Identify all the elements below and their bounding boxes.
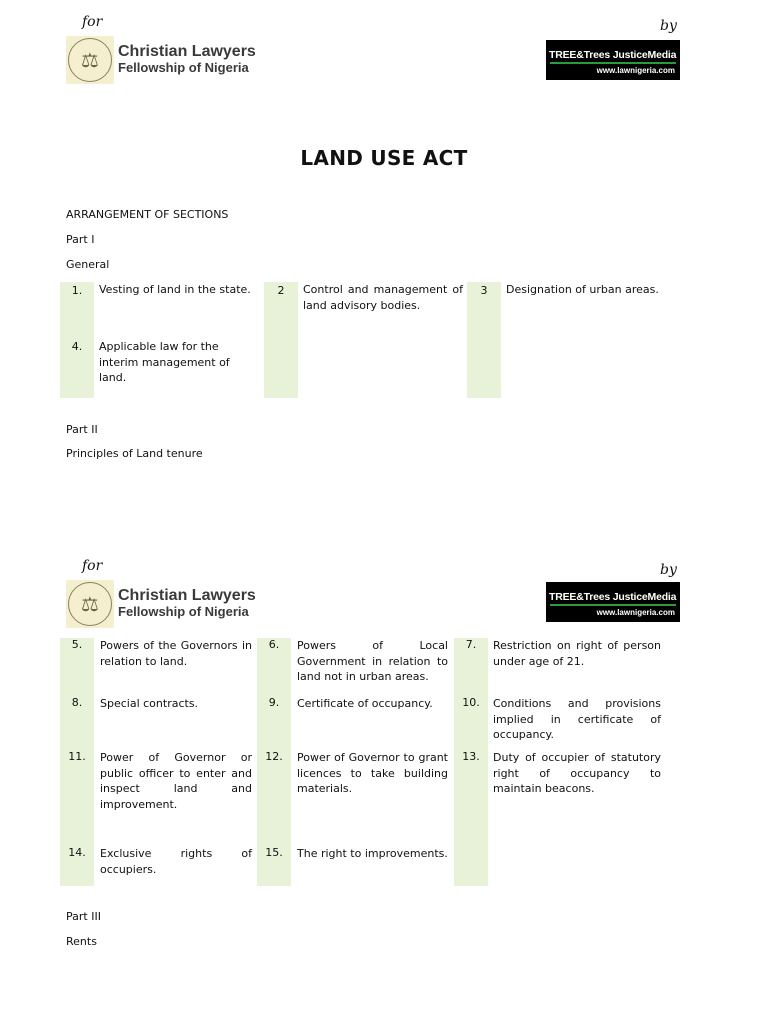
media-name: TREE&Trees JusticeMedia bbox=[549, 591, 677, 603]
num-column bbox=[60, 638, 94, 886]
section-number: 14. bbox=[68, 846, 86, 859]
section-title: Power of Governor or public officer to enter and inspect land and improvement. bbox=[100, 751, 252, 811]
section-title: Special contracts. bbox=[100, 697, 199, 710]
section-number: 9. bbox=[268, 696, 280, 709]
section-number: 2 bbox=[277, 284, 285, 297]
arrangement-heading: ARRANGEMENT OF SECTIONS bbox=[66, 208, 229, 221]
section-title: Control and management of land advisory bodies. bbox=[303, 283, 463, 312]
section-number: 10. bbox=[462, 696, 480, 709]
section-title: Designation of urban areas. bbox=[506, 283, 659, 296]
for-label: for bbox=[82, 14, 103, 30]
num-column bbox=[454, 638, 488, 886]
part2-subtitle: Principles of Land tenure bbox=[66, 447, 203, 460]
section-title: Restriction on right of person under age of 21. bbox=[493, 639, 661, 668]
section-title: Applicable law for the interim management of land. bbox=[99, 340, 230, 384]
num-column bbox=[264, 282, 298, 398]
scales-seal-icon: ⚖ bbox=[66, 36, 114, 84]
scales-seal-icon: ⚖ bbox=[66, 580, 114, 628]
by-label: by bbox=[660, 562, 677, 578]
section-number: 5. bbox=[71, 638, 83, 651]
clfn-logo bbox=[66, 580, 256, 628]
org-name-line2: Fellowship of Nigeria bbox=[118, 60, 249, 75]
section-number: 11. bbox=[68, 750, 86, 763]
by-label: by bbox=[660, 18, 677, 34]
section-number: 3 bbox=[480, 284, 488, 297]
media-url: www.lawnigeria.com bbox=[596, 66, 675, 75]
for-label: for bbox=[82, 558, 103, 574]
media-name: TREE&Trees JusticeMedia bbox=[549, 49, 677, 61]
section-number: 13. bbox=[462, 750, 480, 763]
org-name-line2: Fellowship of Nigeria bbox=[118, 604, 249, 619]
section-number: 8. bbox=[71, 696, 83, 709]
clfn-logo bbox=[66, 36, 256, 84]
part3-title: Part III bbox=[66, 910, 101, 923]
section-number: 7. bbox=[465, 638, 477, 651]
section-title: Vesting of land in the state. bbox=[99, 283, 251, 296]
section-title: The right to improvements. bbox=[297, 847, 448, 860]
part1-subtitle: General bbox=[66, 258, 110, 271]
section-number: 1. bbox=[71, 284, 83, 297]
section-number: 4. bbox=[71, 340, 83, 353]
section-title: Duty of occupier of statutory right of occupancy to maintain beacons. bbox=[493, 751, 661, 795]
media-url: www.lawnigeria.com bbox=[596, 608, 675, 617]
section-number: 6. bbox=[268, 638, 280, 651]
section-title: Powers of the Governors in relation to land. bbox=[100, 639, 252, 668]
justicemedia-logo bbox=[546, 582, 680, 622]
num-column bbox=[60, 282, 94, 398]
num-column bbox=[467, 282, 501, 398]
section-number: 15. bbox=[265, 846, 283, 859]
num-column bbox=[257, 638, 291, 886]
org-name-line1: Christian Lawyers bbox=[118, 43, 256, 60]
section-title: Exclusive rights of occupiers. bbox=[100, 847, 252, 876]
justicemedia-logo bbox=[546, 40, 680, 80]
part1-title: Part I bbox=[66, 233, 95, 246]
section-title: Conditions and provisions implied in certificate of occupancy. bbox=[493, 697, 661, 741]
section-number: 12. bbox=[265, 750, 283, 763]
section-title: Certificate of occupancy. bbox=[297, 697, 433, 710]
section-title: Powers of Local Government in relation to land not in urban areas. bbox=[297, 639, 448, 683]
part3-subtitle: Rents bbox=[66, 935, 97, 948]
part2-title: Part II bbox=[66, 423, 98, 436]
section-title: Power of Governor to grant licences to take building materials. bbox=[297, 751, 448, 795]
document-title: LAND USE ACT bbox=[300, 146, 468, 170]
org-name-line1: Christian Lawyers bbox=[118, 587, 256, 604]
